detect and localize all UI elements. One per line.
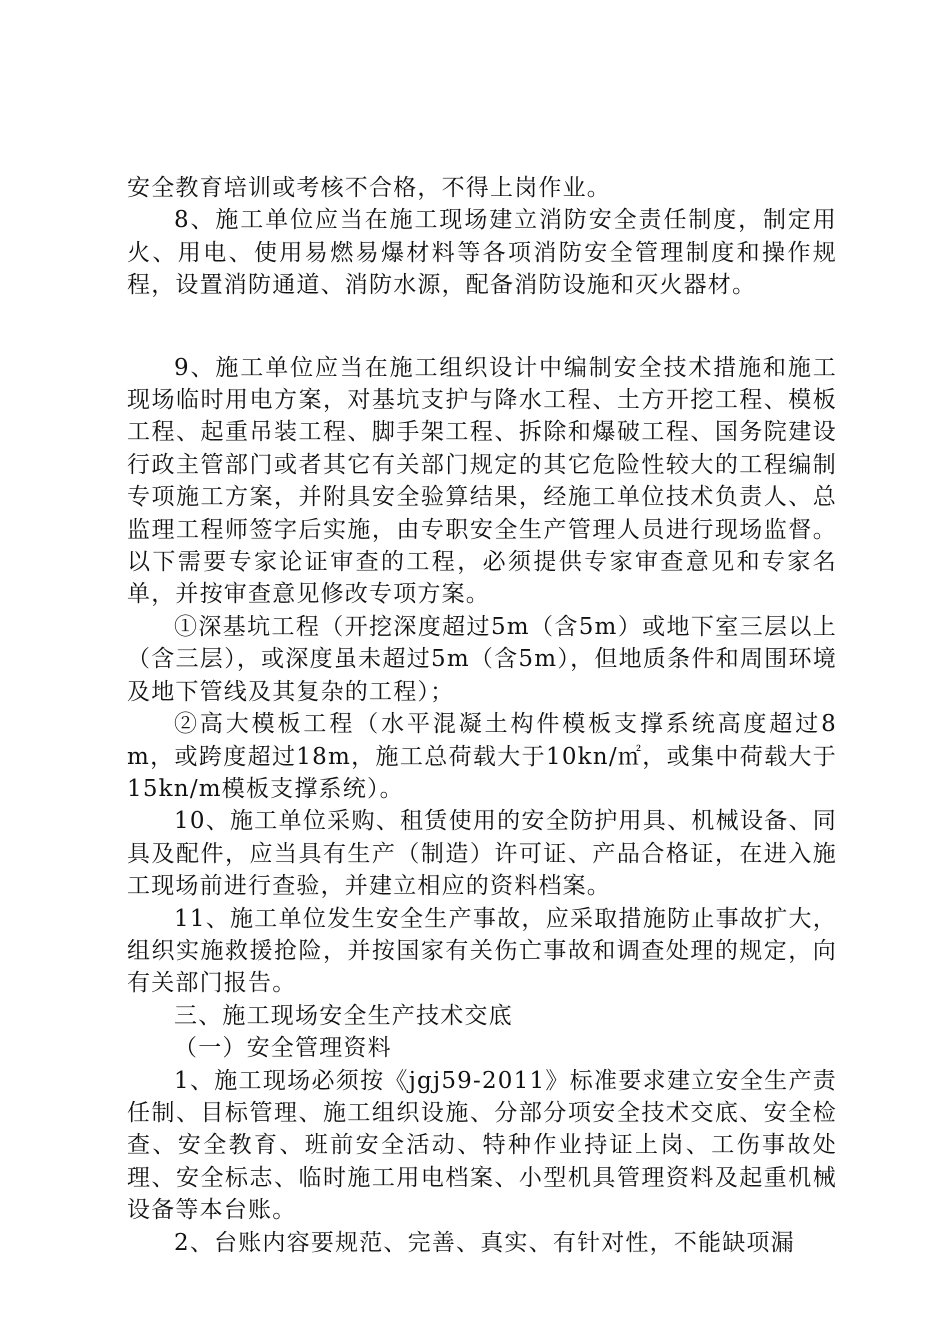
paragraph-item-2: 2、台账内容要规范、完善、真实、有针对性，不能缺项漏	[174, 1229, 795, 1256]
paragraph-item-11: 11、施工单位发生安全生产事故，应采取措施防止事故扩大，组织实施救援抢险，并按国家有关伤亡事故和调查处理的规定，向有关部门报告。	[127, 905, 837, 997]
paragraph-continuation: 安全教育培训或考核不合格，不得上岗作业。	[127, 175, 611, 201]
document-body	[127, 172, 837, 1259]
subsection-heading: （一）安全管理资料	[174, 1035, 392, 1062]
paragraph-item-8: 8、施工单位应当在施工现场建立消防安全责任制度，制定用火、用电、使用易燃易爆材料等各项消防安全管理制度和操作规程，设置消防通道、消防水源，配备消防设施和灭火器材。	[127, 207, 837, 299]
paragraph-item-9: 9、施工单位应当在施工组织设计中编制安全技术措施和施工现场临时用电方案，对基坑支护与降水工程、土方开挖工程、模板工程、起重吊装工程、脚手架工程、拆除和爆破工程、国务院建设行政主管部门或者其它有关部门规定的其它危险性较大的工程编制专项施工方案，并附具安全验算结果，经施工单位技术负责人、总监理工程师签字后实施，由专职安全生产管理人员进行现场监督。以下需要专家论证审查的工程，必须提供专家审查意见和专家名单，并按审查意见修改专项方案。	[127, 354, 837, 608]
section-heading: 三、施工现场安全生产技术交底	[174, 1002, 513, 1029]
paragraph-item-10: 10、施工单位采购、租赁使用的安全防护用具、机械设备、同具及配件，应当具有生产（制造）许可证、产品合格证，在进入施工现场前进行查验，并建立相应的资料档案。	[127, 808, 837, 900]
paragraph-gap	[127, 302, 837, 352]
paragraph-sub-item-1: ①深基坑工程（开挖深度超过5m（含5m）或地下室三层以上（含三层），或深度虽未超过5m（含5m），但地质条件和周围环境及地下管线及其复杂的工程）；	[127, 613, 837, 705]
paragraph-sub-item-2: ②高大模板工程（水平混凝土构件模板支撑系统高度超过8m，或跨度超过18m，施工总荷载大于10kn/㎡，或集中荷载大于15kn/m模板支撑系统）。	[127, 711, 837, 802]
paragraph-item-1: 1、施工现场必须按《jgj59-2011》标准要求建立安全生产责任制、目标管理、施工组织设施、分部分项安全技术交底、安全检查、安全教育、班前安全活动、特种作业持证上岗、工伤事故处理、安全标志、临时施工用电档案、小型机具管理资料及起重机械设备等本台账。	[127, 1067, 837, 1224]
